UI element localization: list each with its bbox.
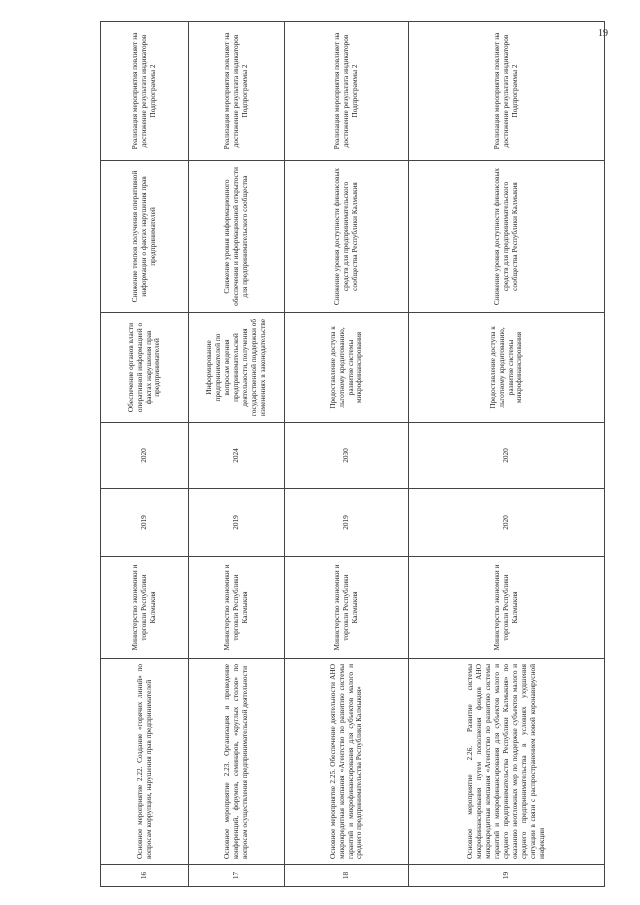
measure-name: Основное мероприятие 2.22. Создание «горячих линий» по вопросам коррупции, нарушения прав предпринимателей [101,659,189,865]
non-implementation-consequence: Снижение уровня доступности финансовых средств для предпринимательского сообщества Республики Калмыкия [285,161,409,313]
row-number: 17 [189,865,285,887]
indicator-relation: Реализация мероприятия повлияет на достижение результата индикаторов Подпрограммы 2 [189,22,285,161]
row-number: 16 [101,865,189,887]
executor: Министерство экономики и торговли Республики Калмыкия [409,557,605,659]
indicator-relation: Реализация мероприятия повлияет на достижение результата индикаторов Подпрограммы 2 [285,22,409,161]
row-number: 18 [285,865,409,887]
expected-result: Предоставление доступа к льготному кредитованию, развитие системы микрофинансирования [409,313,605,423]
end-year: 2024 [189,423,285,489]
executor: Министерство экономики и торговли Республики Калмыкия [101,557,189,659]
row-number: 19 [409,865,605,887]
measures-table [100,21,605,887]
table-row [409,22,605,887]
measure-name: Основное мероприятие 2.25. Обеспечение деятельности АНО микрокредитная компания «Агентство по развитию системы гарантий и микрофинансирования для субъектов малого и среднего предпринимательства Республики Калмыкия» [285,659,409,865]
end-year: 2020 [409,423,605,489]
non-implementation-consequence: Снижение темпов получения оперативной информации о фактах нарушения прав предпринимателей [101,161,189,313]
indicator-relation: Реализация мероприятия повлияет на достижение результата индикаторов Подпрограммы 2 [101,22,189,161]
end-year: 2020 [101,423,189,489]
rotated-table-wrapper [100,22,604,887]
table-row [189,22,285,887]
expected-result: Обеспечение органов власти оперативной информацией о фактах нарушения прав предпринимателей [101,313,189,423]
non-implementation-consequence: Снижение уровня информационного обеспечения и информационной открытости для предпринимательского сообщества [189,161,285,313]
end-year: 2030 [285,423,409,489]
expected-result: Предоставление доступа к льготному кредитованию, развитие системы микрофинансирования [285,313,409,423]
measure-name: Основное мероприятие 2.23. Организация и проведение конференций, форумов, семинаров, «круглых столов» по вопросам осуществления предпринимательской деятельности [189,659,285,865]
table-row [285,22,409,887]
start-year: 2019 [101,489,189,557]
measure-name: Основное мероприятие 2.26. Развитие системы микрофинансирования путем пополнения фондов АНО микрокредитная компания «Агентство по развитию системы гарантий и микрофинансирования для субъектов малого и среднего предпринимательства Республики Калмыкия» по оказанию неотложных мер по поддержке субъектов малого и среднего предпринимательства в условиях ухудшения ситуации в связи с распространением новой коронавирусной инфекции [409,659,605,865]
page-number: 19 [598,28,608,39]
start-year: 2020 [409,489,605,557]
indicator-relation: Реализация мероприятия повлияет на достижение результата индикаторов Подпрограммы 2 [409,22,605,161]
non-implementation-consequence: Снижение уровня доступности финансовых средств для предпринимательского сообщества Республики Калмыкия [409,161,605,313]
table-row [101,22,189,887]
start-year: 2019 [189,489,285,557]
executor: Министерство экономики и торговли Республики Калмыкия [285,557,409,659]
start-year: 2019 [285,489,409,557]
executor: Министерство экономики и торговли Республики Калмыкия [189,557,285,659]
expected-result: Информирование предпринимателей по вопросам ведения предпринимательской деятельности, получения государственной поддержки об изменениях в законодательстве [189,313,285,423]
